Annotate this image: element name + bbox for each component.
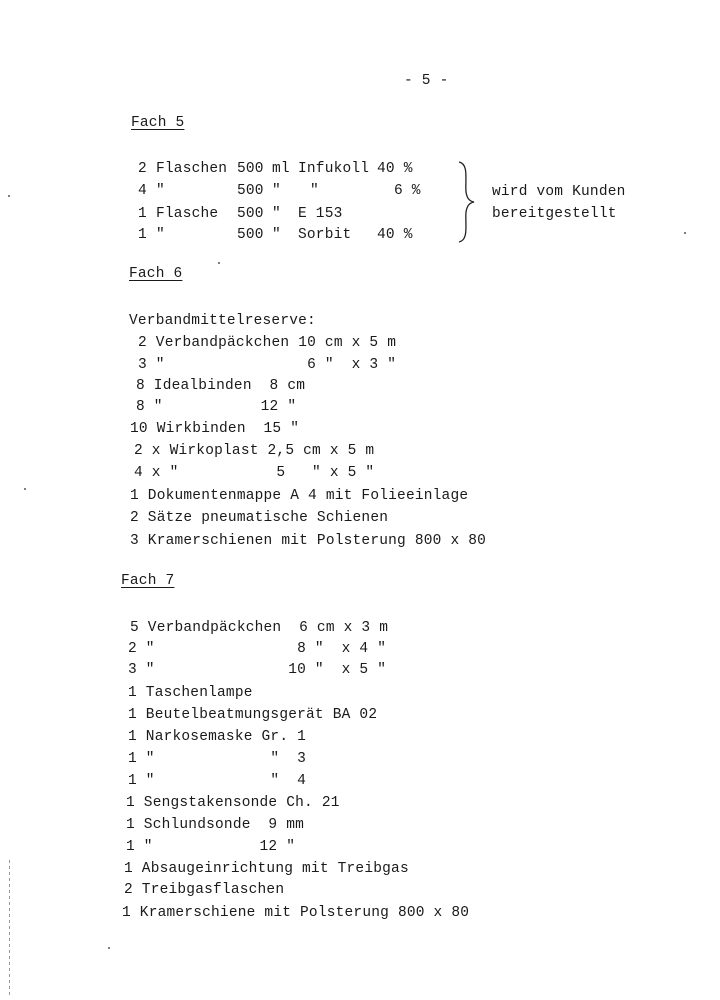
product: ": [310, 183, 319, 199]
percent: 6 %: [394, 183, 421, 199]
list-item: 1 Absaugeinrichtung mit Treibgas: [124, 861, 409, 877]
volume: 500: [237, 183, 264, 199]
list-item: 1 " 12 ": [126, 839, 296, 855]
product: E 153: [298, 206, 343, 222]
unit: ml: [272, 161, 290, 177]
list-item: 1 Beutelbeatmungsgerät BA 02: [128, 707, 378, 723]
list-item: 1 Schlundsonde 9 mm: [126, 817, 305, 833]
item: ": [156, 183, 165, 199]
item: ": [156, 227, 165, 243]
list-item: 2 Verbandpäckchen 10 cm x 5 m: [138, 335, 397, 351]
product: Sorbit: [298, 227, 352, 243]
qty: 4: [138, 183, 147, 199]
list-item: 3 " 6 " x 3 ": [138, 357, 397, 373]
percent: 40 %: [377, 227, 413, 243]
list-item: 1 Narkosemaske Gr. 1: [128, 729, 307, 745]
volume: 500: [237, 206, 264, 222]
list-item: 10 Wirkbinden 15 ": [130, 421, 300, 437]
volume: 500: [237, 161, 264, 177]
fach-6-subheading: Verbandmittelreserve:: [129, 313, 316, 329]
unit: ": [272, 183, 281, 199]
list-item: 3 " 10 " x 5 ": [128, 662, 387, 678]
fach-5-heading: Fach 5: [131, 115, 185, 131]
list-item: 1 " " 3: [128, 751, 307, 767]
percent: 40 %: [377, 161, 413, 177]
item: Flasche: [156, 206, 219, 222]
list-item: 1 " " 4: [128, 773, 307, 789]
qty: 1: [138, 227, 147, 243]
fach-7-heading: Fach 7: [121, 573, 175, 589]
scan-edge-line: [9, 860, 10, 995]
qty: 2: [138, 161, 147, 177]
list-item: 1 Kramerschiene mit Polsterung 800 x 80: [122, 905, 470, 921]
list-item: 3 Kramerschienen mit Polsterung 800 x 80: [130, 533, 487, 549]
unit: ": [272, 206, 281, 222]
page-number: - 5 -: [404, 73, 449, 89]
fach-5-note-line-1: wird vom Kunden: [492, 184, 626, 200]
list-item: 2 " 8 " x 4 ": [128, 641, 387, 657]
qty: 1: [138, 206, 147, 222]
scan-speck: [684, 232, 686, 234]
scan-speck: [24, 488, 26, 490]
list-item: 1 Dokumentenmappe A 4 mit Folieeinlage: [130, 488, 469, 504]
scan-speck: [8, 195, 10, 197]
list-item: 2 x Wirkoplast 2,5 cm x 5 m: [134, 443, 375, 459]
list-item: 8 " 12 ": [136, 399, 297, 415]
fach-6-heading: Fach 6: [129, 266, 183, 282]
scan-speck: [108, 947, 110, 949]
curly-brace-icon: [455, 160, 477, 244]
list-item: 2 Treibgasflaschen: [124, 882, 285, 898]
list-item: 5 Verbandpäckchen 6 cm x 3 m: [130, 620, 389, 636]
product: Infukoll: [298, 161, 370, 177]
scan-speck: [218, 262, 220, 264]
volume: 500: [237, 227, 264, 243]
fach-5-note-line-2: bereitgestellt: [492, 206, 617, 222]
list-item: 8 Idealbinden 8 cm: [136, 378, 306, 394]
list-item: 4 x " 5 " x 5 ": [134, 465, 375, 481]
item: Flaschen: [156, 161, 228, 177]
list-item: 2 Sätze pneumatische Schienen: [130, 510, 389, 526]
list-item: 1 Taschenlampe: [128, 685, 253, 701]
list-item: 1 Sengstakensonde Ch. 21: [126, 795, 340, 811]
unit: ": [272, 227, 281, 243]
